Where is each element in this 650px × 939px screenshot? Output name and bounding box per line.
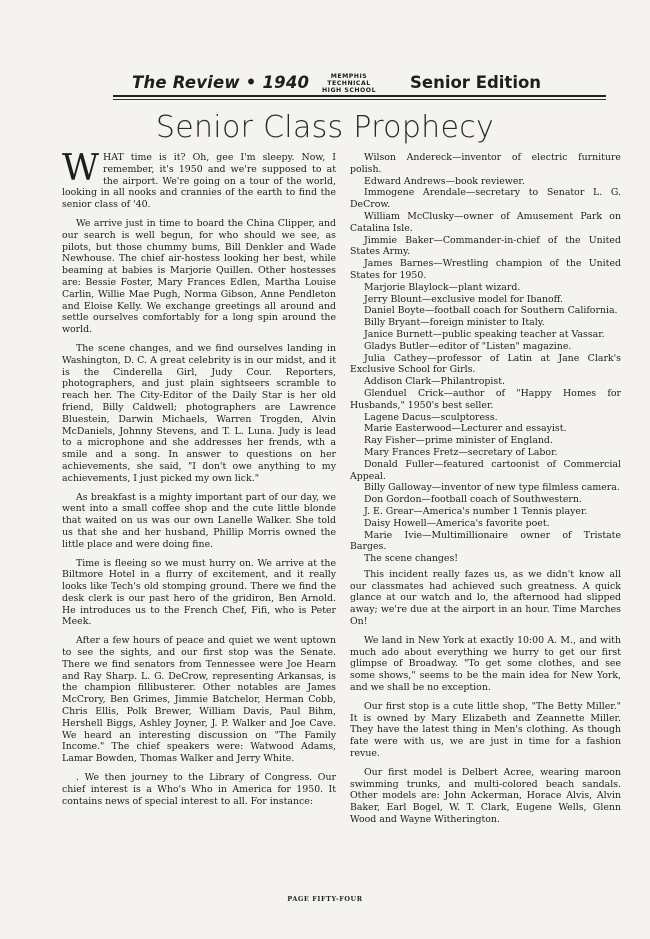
list-item: Marjorie Blaylock—plant wizard.: [364, 281, 521, 293]
list-item: Daniel Boyte—football coach for Southern California.: [364, 305, 618, 317]
paragraph: Our first stop is a cute little shop, "The Betty Miller." It is owned by Mary Elizabeth and Zeannette Miller. They have the latest thing in Men's clothing. As though fate were with us, we are just in time for a fashion revue.: [350, 700, 621, 760]
list-item: Addison Clark—Philantropist.: [364, 376, 505, 388]
left-column: [62, 148, 336, 814]
list-item: James Barnes—Wrestling champion of the United States for 1950.: [350, 258, 621, 281]
list-item: Mary Frances Fretz—secretary of Labor.: [364, 446, 558, 458]
list-item: Jimmie Baker—Commander-in-chief of the United States Army.: [350, 234, 621, 258]
paragraph: Time is fleeing so we must hurry on. We arrive at the Biltmore Hotel in a flurry of excitement, and it really looks like Tech's old stomping ground. There we find the desk clerk is our past hero of the gridiron, Ben Arnold. He introduces us to the French Chef, Fifi, who is Peter Meek.: [62, 557, 336, 628]
page-number: PAGE FIFTY-FOUR: [287, 895, 363, 903]
drop-cap: W: [62, 148, 100, 189]
list-item: Billy Galloway—inventor of new type filmless camera.: [364, 482, 620, 494]
header-publication: The Review • 1940: [132, 73, 310, 92]
header-school-name: [312, 73, 386, 95]
school-line-3: HIGH SCHOOL: [321, 87, 377, 95]
paragraph: We land in New York at exactly 10:00 A. M., and with much ado about everything we hurry to get our first glimpse of Broadway. "To get some clothes, and see some shows," seems to be the main idea for New York, and we shall be no exception.: [350, 634, 621, 694]
list-item: The scene changes!: [364, 553, 459, 565]
paragraph: . We then journey to the Library of Congress. Our chief interest is a Who's Who in America for 1950. It contains news of special interest to all. For instance:: [62, 772, 336, 807]
paragraph: We arrive just in time to board the China Clipper, and our search is well begun, for who should we see, as pilots, but those chummy bums, Bill Denkler and Wade Newhouse. The chief air-hostess looking her best, while beaming at babies is Marjorie Quillen. Other hostesses are: Bessie Foster, Mary Frances Edlen, Martha Louise Carlin, Willie Mae Pugh, Norma Gibson, Anne Pendleton and Eloise Kelly. We exchange greetings all around and settle ourselves comfortably for a long spin around the world.: [62, 217, 336, 336]
list-item: Lagene Dacus—sculptoress.: [364, 411, 498, 423]
list-item: Julia Cathey—professor of Latin at Jane Clark's Exclusive School for Girls.: [350, 352, 621, 376]
list-item: Marie Ivie—Multimillionaire owner of Tristate Barges.: [350, 529, 621, 553]
list-item: Immogene Arendale—secretary to Senator L. G. DeCrow.: [350, 187, 621, 211]
page-title: Senior Class Prophecy: [155, 110, 495, 145]
page-header: [108, 70, 608, 98]
paragraph: Our first model is Delbert Acree, wearing maroon swimming trunks, and multi-colored beach sandals. Other models are: John Ackerman, Horace Alvis, Alvin Baker, Earl Bogel, W. T. Clark, Eugene Wells, Glenn Wood and Wayne Witherington.: [350, 766, 621, 826]
list-item: Billy Bryant—foreign minister to Italy.: [364, 317, 545, 329]
header-edition: Senior Edition: [410, 73, 542, 92]
paragraph: WHAT time is it? Oh, gee I'm sleepy. Now, I remember, it's 1950 and we're supposed to at the airport. We're going on a tour of the world, looking in all nooks and crannies of the earth to find the senior class of '40.: [62, 148, 336, 211]
school-line-1: MEMPHIS: [330, 73, 368, 80]
whos-who-list: [350, 152, 621, 565]
header-rule: [113, 95, 606, 97]
list-item: Wilson Andereck—inventor of electric furniture polish.: [350, 152, 621, 175]
list-item: Gladys Butler—editor of "Listen" magazine.: [364, 340, 572, 352]
paragraph: This incident really fazes us, as we didn't know all our classmates had achieved such greatness. A quick glance at our watch and lo, the afternood had slipped away; we're due at the airport in an hour. Time Marches On!: [350, 568, 621, 628]
list-item: Daisy Howell—America's favorite poet.: [364, 517, 550, 529]
list-item: Marie Easterwood—Lecturer and essayist.: [364, 423, 567, 435]
header-rule-thin: [113, 99, 606, 100]
school-line-2: TECHNICAL: [327, 80, 371, 88]
list-item: Ray Fisher—prime minister of England.: [364, 435, 553, 447]
paragraph: The scene changes, and we find ourselves landing in Washington, D. C. A great celebrity is in our midst, and it is the Cinderella Girl, Judy Cour. Reporters, photographers, and just plain sightseers scramble to reach her. The City-Editor of the Daily Star is her old friend, Billy Caldwell; photographers are Lawrence Bluestein, Darwin Michaels, Warren Trogden, Alvin McDaniels, Johnny Stevens, and T. L. Luna. Judy is lead to a microphone and she addresses her frends, wth a smile and a song. In answer to questions on her achievements, she said, "I don't owe anything to my achievements, I just picked my own lick.": [62, 342, 336, 484]
list-item: J. E. Grear—America's number 1 Tennis player.: [364, 505, 588, 517]
list-item: Janice Burnett—public speaking teacher at Vassar.: [364, 328, 605, 340]
list-item: Donald Fuller—featured cartoonist of Commercial Appeal.: [350, 458, 621, 482]
list-item: Glenduel Crick—author of "Happy Homes for Husbands," 1950's best seller.: [350, 387, 621, 411]
list-item: Edward Andrews—book reviewer.: [364, 175, 525, 187]
list-item: William McClusky—owner of Amusement Park on Catalina Isle.: [350, 210, 621, 234]
list-item: Jerry Blount—exclusive model for Ibanoff.: [364, 293, 563, 305]
right-column: [350, 152, 621, 833]
paragraph: After a few hours of peace and quiet we went uptown to see the sights, and our first stop was the Senate. There we find senators from Tennessee were Joe Hearn and Ray Sharp. L. G. DeCrow, representing Arkansas, is the champion fillibusterer. Other notables are James McCrory, Ben Grimes, Jimmie Batchelor, Herman Cobb, Chris Ellis, Polk Brewer, William Davis, Paul Bihm, Hershell Biggs, Ashley Joyner, J. P. Walker and Joe Cave. We heard an interesting discussion on "The Family Income." The chief speakers were: Watwood Adams, Lamar Bowden, Thomas Walker and Jerry White.: [62, 635, 336, 765]
paragraph: As breakfast is a mighty important part of our day, we went into a small coffee shop and the cute little blonde that waited on us was our own Lanelle Walker. She told us that she and her husband, Phillip Morris owned the little place and were doing fine.: [62, 491, 336, 550]
list-item: Don Gordon—football coach of Southwestern.: [364, 494, 582, 506]
